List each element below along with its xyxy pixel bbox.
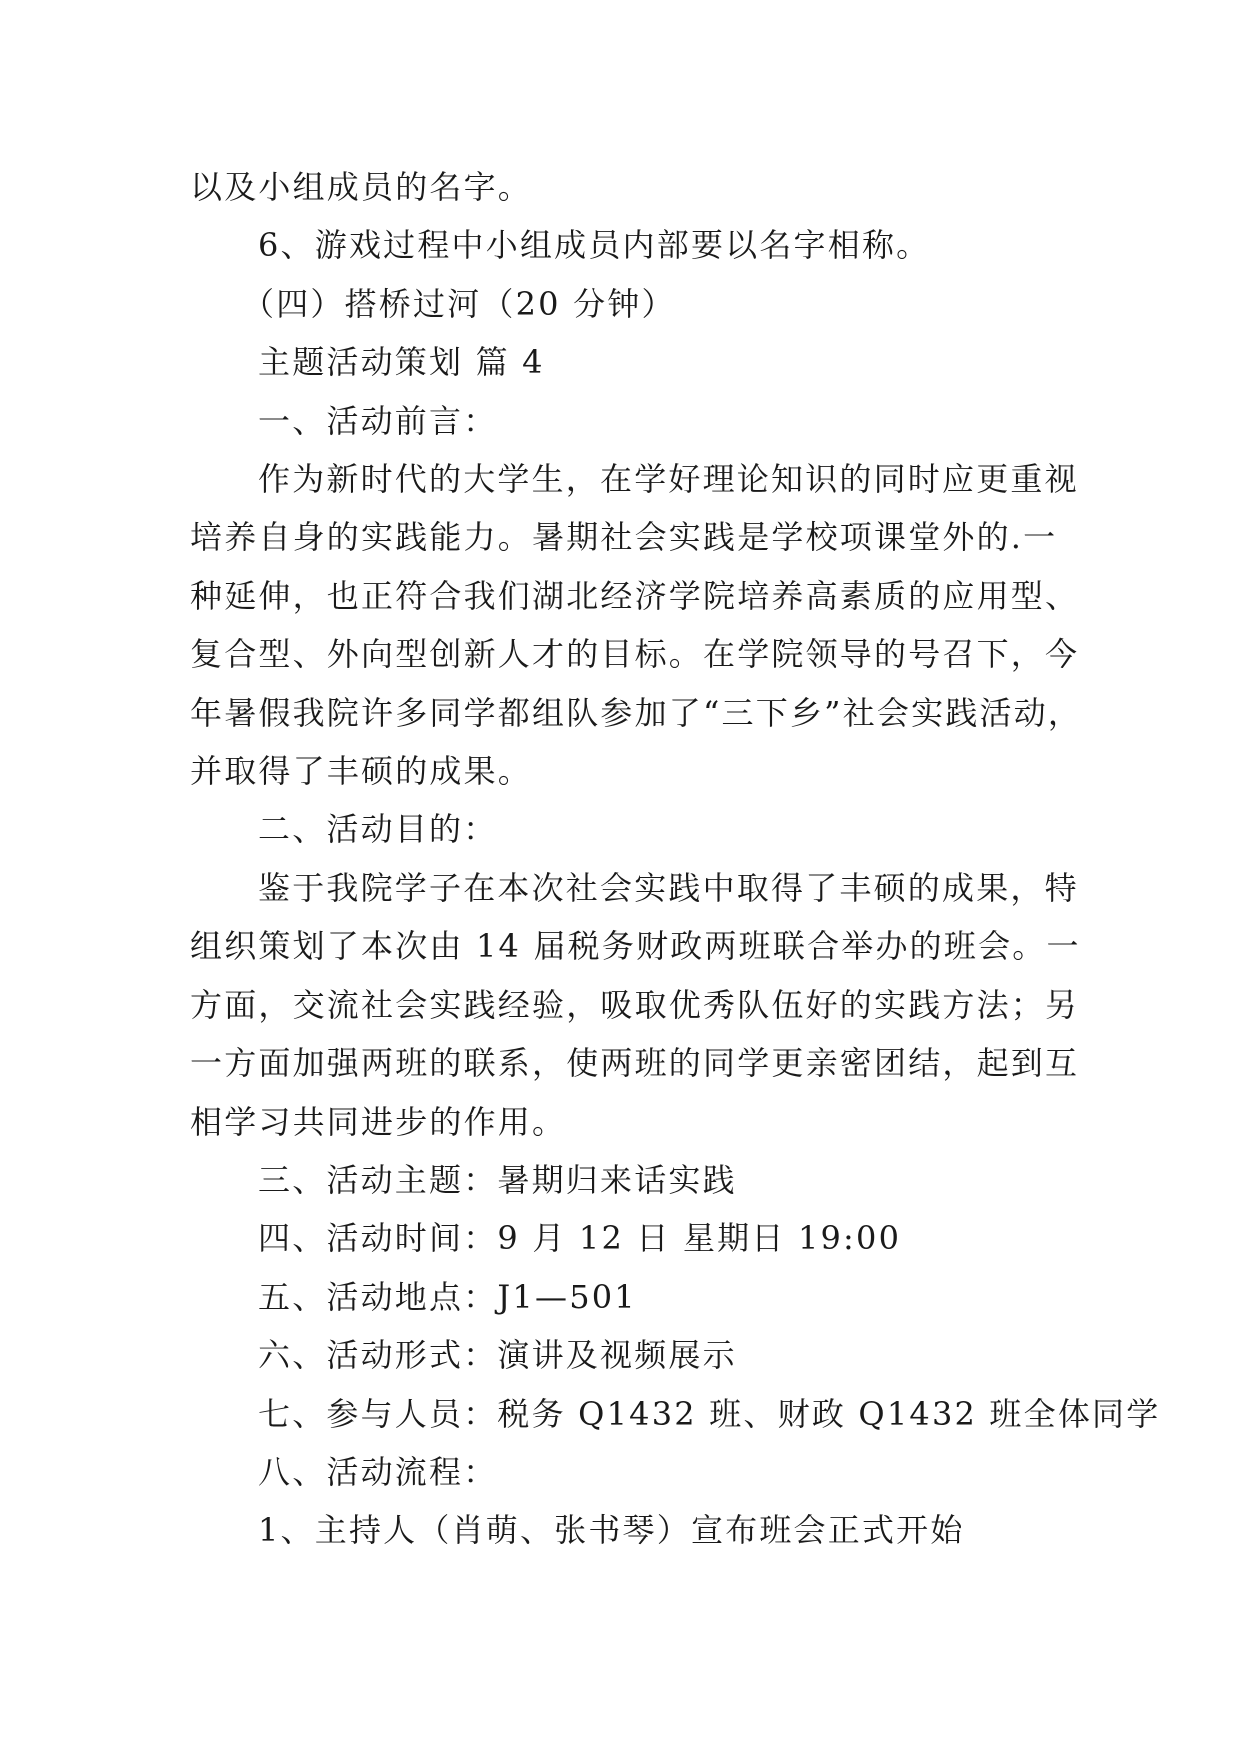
text-line: 一方面加强两班的联系，使两班的同学更亲密团结，起到互 <box>190 1044 1080 1083</box>
text-line: 并取得了丰硕的成果。 <box>190 752 533 791</box>
section-heading: 二、活动目的： <box>258 810 498 849</box>
text-line: 复合型、外向型创新人才的目标。在学院领导的号召下，今 <box>190 635 1080 674</box>
text-line: 培养自身的实践能力。暑期社会实践是学校项课堂外的.一 <box>190 518 1058 557</box>
section-heading: 一、活动前言： <box>258 401 498 440</box>
text-line: 1、主持人（肖萌、张书琴）宣布班会正式开始 <box>258 1511 965 1550</box>
section-heading: 四、活动时间：9 月 12 日 星期日 19:00 <box>258 1219 902 1258</box>
text-line: 方面，交流社会实践经验，吸取优秀队伍好的实践方法；另 <box>190 985 1080 1024</box>
text-line: 以及小组成员的名字。 <box>190 168 533 206</box>
section-heading: 八、活动流程： <box>258 1452 498 1491</box>
text-line: 组织策划了本次由 14 届税务财政两班联合举办的班会。一 <box>190 927 1081 966</box>
subsection-heading: （四）搭桥过河（20 分钟） <box>242 284 676 323</box>
section-heading: 五、活动地点：J1—501 <box>258 1277 637 1316</box>
section-heading: 六、活动形式：演讲及视频展示 <box>258 1336 737 1375</box>
text-line: 作为新时代的大学生，在学好理论知识的同时应更重视 <box>258 460 1079 499</box>
section-heading: 七、参与人员：税务 Q1432 班、财政 Q1432 班全体同学 <box>258 1394 1161 1433</box>
section-heading: 主题活动策划 篇 4 <box>258 343 545 382</box>
document-body <box>190 158 1161 1560</box>
text-line: 6、游戏过程中小组成员内部要以名字相称。 <box>258 226 931 265</box>
text-line: 年暑假我院许多同学都组队参加了“三下乡”社会实践活动， <box>190 693 1083 732</box>
text-line: 相学习共同进步的作用。 <box>190 1102 567 1141</box>
text-line: 鉴于我院学子在本次社会实践中取得了丰硕的成果，特 <box>258 868 1079 907</box>
text-line: 种延伸，也正符合我们湖北经济学院培养高素质的应用型、 <box>190 576 1080 615</box>
section-heading: 三、活动主题：暑期归来话实践 <box>258 1160 737 1199</box>
